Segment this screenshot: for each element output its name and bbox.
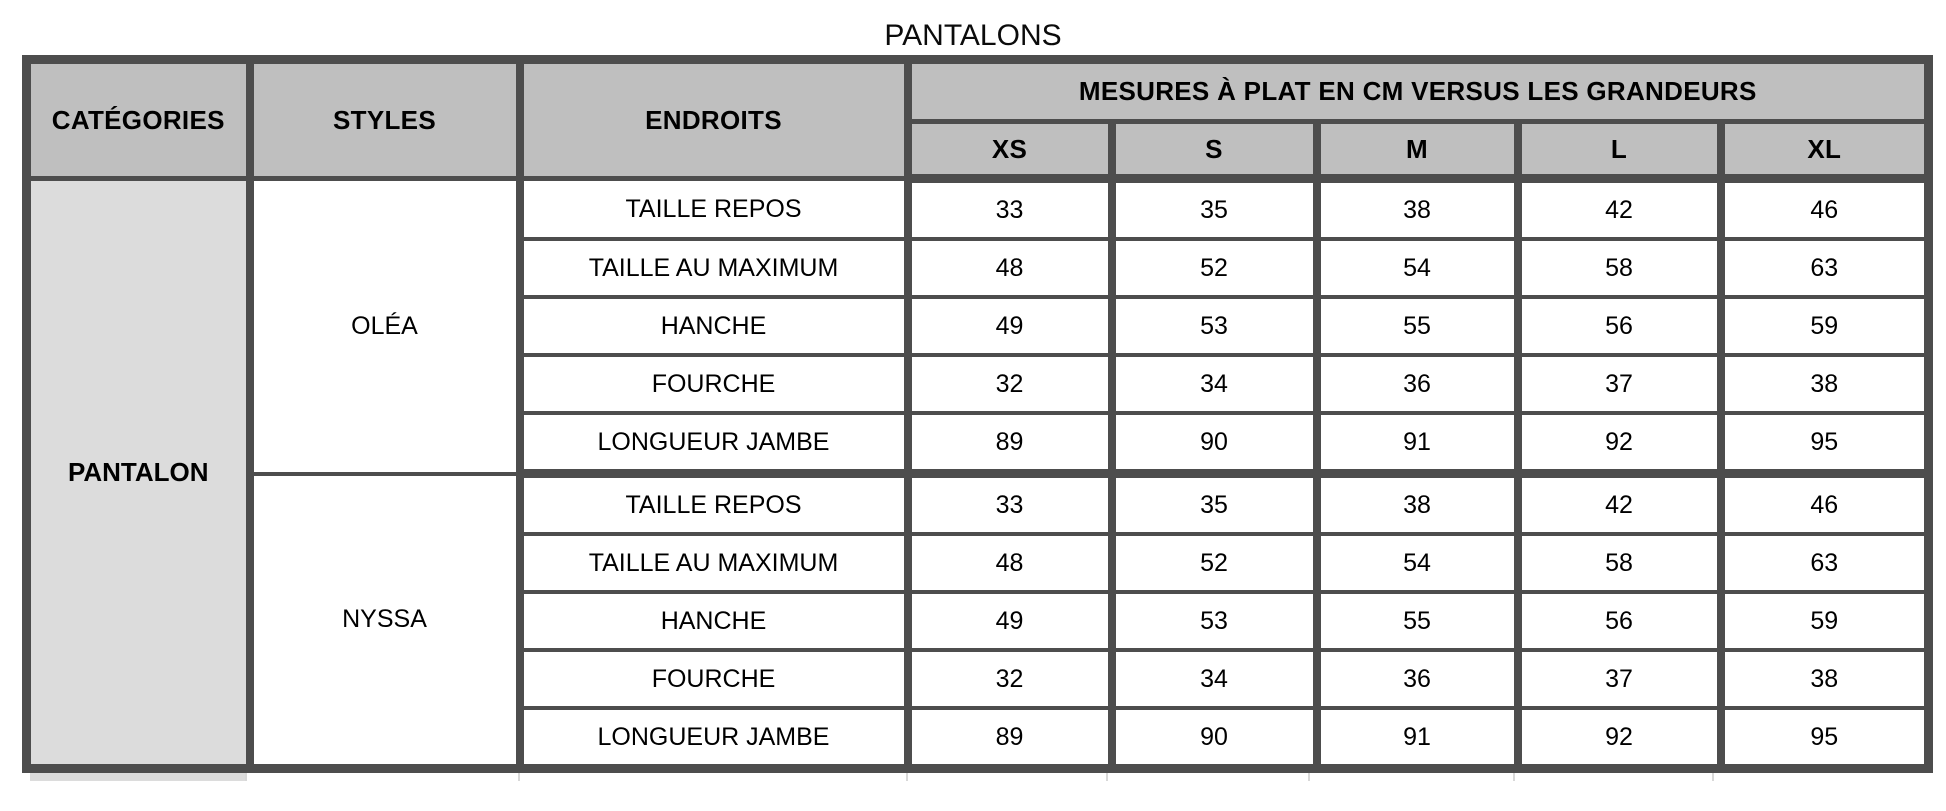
gridline (1513, 773, 1515, 781)
measure-value-cell[interactable]: 56 (1518, 592, 1721, 650)
measure-value-cell[interactable]: 38 (1317, 179, 1518, 240)
measure-label-cell[interactable]: LONGUEUR JAMBE (520, 413, 908, 474)
table-row (27, 179, 1929, 240)
measure-value-cell[interactable]: 52 (1112, 534, 1317, 592)
measure-value-cell[interactable]: 91 (1317, 413, 1518, 474)
measure-value-cell[interactable]: 35 (1112, 179, 1317, 240)
measure-value-cell[interactable]: 48 (908, 239, 1112, 297)
measure-value-cell[interactable]: 59 (1721, 592, 1929, 650)
measure-value-cell[interactable]: 36 (1317, 650, 1518, 708)
measure-label-cell[interactable]: HANCHE (520, 592, 908, 650)
measure-value-cell[interactable]: 63 (1721, 534, 1929, 592)
measure-value-cell[interactable]: 89 (908, 708, 1112, 769)
header-size-s-cell[interactable]: S (1112, 122, 1317, 179)
measure-value-cell[interactable]: 37 (1518, 650, 1721, 708)
measure-value-cell[interactable]: 56 (1518, 297, 1721, 355)
measure-value-cell[interactable]: 34 (1112, 650, 1317, 708)
measure-value-cell[interactable]: 54 (1317, 239, 1518, 297)
measure-label-cell[interactable]: FOURCHE (520, 355, 908, 413)
header-size-m-cell[interactable]: M (1317, 122, 1518, 179)
header-size-xl-cell[interactable]: XL (1721, 122, 1929, 179)
measure-value-cell[interactable]: 46 (1721, 179, 1929, 240)
measure-value-cell[interactable]: 95 (1721, 413, 1929, 474)
measure-value-cell[interactable]: 53 (1112, 297, 1317, 355)
header-size-l-cell[interactable]: L (1518, 122, 1721, 179)
measure-value-cell[interactable]: 52 (1112, 239, 1317, 297)
gridline (1106, 773, 1108, 781)
gridline (1308, 773, 1310, 781)
header-measures-cell[interactable]: MESURES À PLAT EN CM VERSUS LES GRANDEURS (908, 60, 1929, 122)
style-olea-cell[interactable]: OLÉA (250, 179, 520, 474)
measure-value-cell[interactable]: 89 (908, 413, 1112, 474)
measure-value-cell[interactable]: 58 (1518, 239, 1721, 297)
measure-value-cell[interactable]: 32 (908, 650, 1112, 708)
measure-value-cell[interactable]: 42 (1518, 179, 1721, 240)
measure-value-cell[interactable]: 34 (1112, 355, 1317, 413)
next-spreadsheet-row-preview (0, 773, 1946, 781)
measure-value-cell[interactable]: 32 (908, 355, 1112, 413)
measure-value-cell[interactable]: 38 (1721, 355, 1929, 413)
measure-label-cell[interactable]: TAILLE REPOS (520, 474, 908, 535)
measure-value-cell[interactable]: 54 (1317, 534, 1518, 592)
measure-value-cell[interactable]: 55 (1317, 592, 1518, 650)
category-pantalon-cell[interactable]: PANTALON (27, 179, 250, 769)
measure-value-cell[interactable]: 49 (908, 297, 1112, 355)
measure-value-cell[interactable]: 36 (1317, 355, 1518, 413)
measure-label-cell[interactable]: TAILLE REPOS (520, 179, 908, 240)
measure-label-cell[interactable]: HANCHE (520, 297, 908, 355)
measure-label-cell[interactable]: LONGUEUR JAMBE (520, 708, 908, 769)
measure-value-cell[interactable]: 33 (908, 179, 1112, 240)
gridline (518, 773, 520, 781)
measure-value-cell[interactable]: 63 (1721, 239, 1929, 297)
measure-value-cell[interactable]: 48 (908, 534, 1112, 592)
gridline (245, 773, 247, 781)
measure-label-cell[interactable]: TAILLE AU MAXIMUM (520, 534, 908, 592)
measure-value-cell[interactable]: 38 (1317, 474, 1518, 535)
measure-value-cell[interactable]: 59 (1721, 297, 1929, 355)
header-size-xs-cell[interactable]: XS (908, 122, 1112, 179)
measure-value-cell[interactable]: 35 (1112, 474, 1317, 535)
measure-value-cell[interactable]: 42 (1518, 474, 1721, 535)
measure-value-cell[interactable]: 92 (1518, 413, 1721, 474)
measure-label-cell[interactable]: TAILLE AU MAXIMUM (520, 239, 908, 297)
measure-value-cell[interactable]: 90 (1112, 708, 1317, 769)
measure-value-cell[interactable]: 49 (908, 592, 1112, 650)
measure-value-cell[interactable]: 38 (1721, 650, 1929, 708)
measure-value-cell[interactable]: 37 (1518, 355, 1721, 413)
measure-value-cell[interactable]: 91 (1317, 708, 1518, 769)
measure-value-cell[interactable]: 53 (1112, 592, 1317, 650)
table-row (27, 474, 1929, 535)
header-row-main (27, 60, 1929, 122)
measure-value-cell[interactable]: 58 (1518, 534, 1721, 592)
size-chart-table (22, 55, 1933, 773)
measure-value-cell[interactable]: 92 (1518, 708, 1721, 769)
header-categories-cell[interactable]: CATÉGORIES (27, 60, 250, 179)
gridline (1712, 773, 1714, 781)
style-nyssa-cell[interactable]: NYSSA (250, 474, 520, 769)
sheet-title: PANTALONS (884, 19, 1062, 52)
header-styles-cell[interactable]: STYLES (250, 60, 520, 179)
measure-value-cell[interactable]: 90 (1112, 413, 1317, 474)
measure-value-cell[interactable]: 55 (1317, 297, 1518, 355)
measure-value-cell[interactable]: 33 (908, 474, 1112, 535)
measure-value-cell[interactable]: 46 (1721, 474, 1929, 535)
header-endroits-cell[interactable]: ENDROITS (520, 60, 908, 179)
gridline (906, 773, 908, 781)
measure-value-cell[interactable]: 95 (1721, 708, 1929, 769)
next-row-category-cell[interactable] (30, 773, 245, 781)
measure-label-cell[interactable]: FOURCHE (520, 650, 908, 708)
